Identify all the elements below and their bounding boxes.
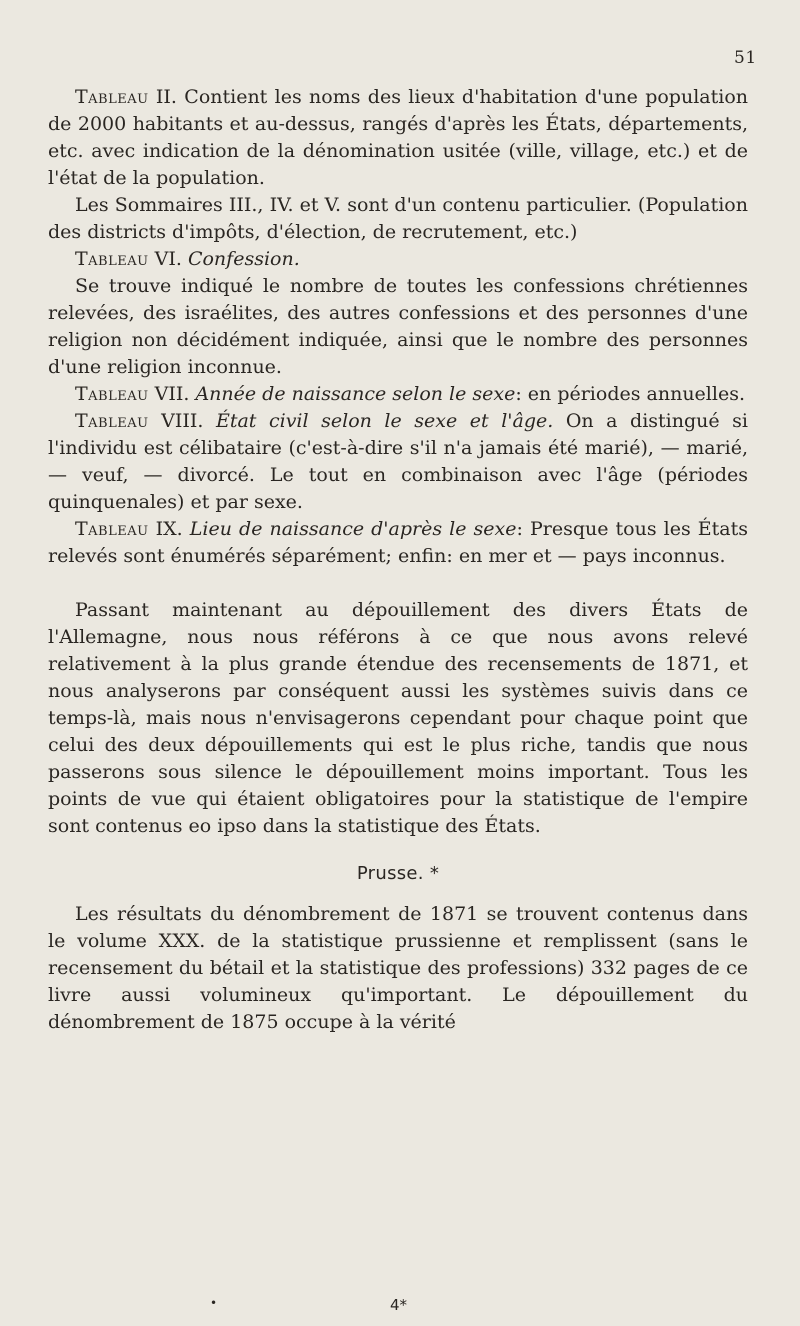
tableau-label: Tableau (75, 518, 149, 540)
signature-mark: 4* (390, 1296, 408, 1314)
paragraph-tableau-8 (48, 408, 748, 516)
paragraph-passant (48, 597, 748, 840)
section-title-prusse: Prusse. * (356, 863, 440, 884)
tableau-title: Confession. (187, 248, 300, 270)
paragraph-text: Les résultats du dénombrement de 1871 se trouvent contenus dans le volume XXX. de la statistique prussienne et remplissent (sans le recensement du bétail et la statistique des professions) 332 pages de ce livre aussi volumineux qu'important. Le dépouillement du dénombrement de 1875 occupe à la vérité (48, 903, 748, 1033)
paragraph-text: On a distingué si l'individu est célibataire (c'est-à-dire s'il n'a jamais été marié), — marié, — veuf, — divorcé. Le tout en combinaison avec l'âge (périodes quinquenales) et par sexe. (48, 410, 749, 513)
paragraph-confession-detail (48, 273, 748, 381)
tableau-number: VI. (148, 248, 188, 270)
tableau-title: Année de naissance selon le sexe (195, 383, 516, 405)
tableau-number: VIII. (148, 410, 216, 432)
tableau-label: Tableau (75, 86, 149, 108)
paragraph-tableau-7 (48, 381, 748, 408)
tableau-title: État civil selon le sexe et l'âge. (215, 410, 554, 432)
tableau-label: Tableau (75, 248, 149, 270)
tableau-title: Lieu de naissance d'après le sexe (189, 518, 517, 540)
paragraph-tableau-6 (48, 246, 748, 273)
tableau-label: Tableau (75, 410, 149, 432)
tableau-number: VII. (148, 383, 196, 405)
paragraph-tableau-2 (48, 84, 748, 192)
paragraph-text: : Presque tous les États relevés sont énumérés séparément; enfin: en mer et — pays inconnus. (48, 518, 748, 567)
page-number: 51 (734, 48, 757, 68)
footer-bullet: • (210, 1296, 218, 1310)
paragraph-text: Les Sommaires III., IV. et V. sont d'un contenu particulier. (Population des districts d'impôts, d'élection, de recrutement, etc.) (48, 194, 748, 243)
page-body (48, 84, 748, 1036)
tableau-label: Tableau (75, 383, 149, 405)
page-footer (0, 1296, 800, 1316)
tableau-number: IX. (148, 518, 190, 540)
paragraph-text: Passant maintenant au dépouillement des divers États de l'Allemagne, nous nous référons à ce que nous avons relevé relativement à la plus grande étendue des recensements de 1871, et nous analyserons par conséquent aussi les systèmes suivis dans ce temps-là, mais nous n'envisagerons cependant pour chaque point que celui des deux dépouillements qui est le plus riche, tandis que nous passerons sous silence le dépouillement moins important. Tous les points de vue qui étaient obligatoires pour la statistique de l'empire sont contenus eo ipso dans la statistique des États. (48, 599, 748, 837)
paragraph-gap (48, 570, 748, 597)
paragraph-text: II. Contient les noms des lieux d'habitation d'une population de 2000 habitants et au-dessus, rangés d'après les États, départements, etc. avec indication de la dénomination usitée (ville, village, etc.) et de l'état de la population. (48, 86, 748, 189)
paragraph-text: Se trouve indiqué le nombre de toutes les confessions chrétiennes relevées, des israélites, des autres confessions et des personnes d'une religion non décidément indiquée, ainsi que le nombre des personnes d'une religion inconnue. (48, 275, 748, 378)
paragraph-tableau-9 (48, 516, 748, 570)
paragraph-text: : en périodes annuelles. (515, 383, 745, 405)
paragraph-sommaires (48, 192, 748, 246)
paragraph-resultats (48, 901, 748, 1036)
